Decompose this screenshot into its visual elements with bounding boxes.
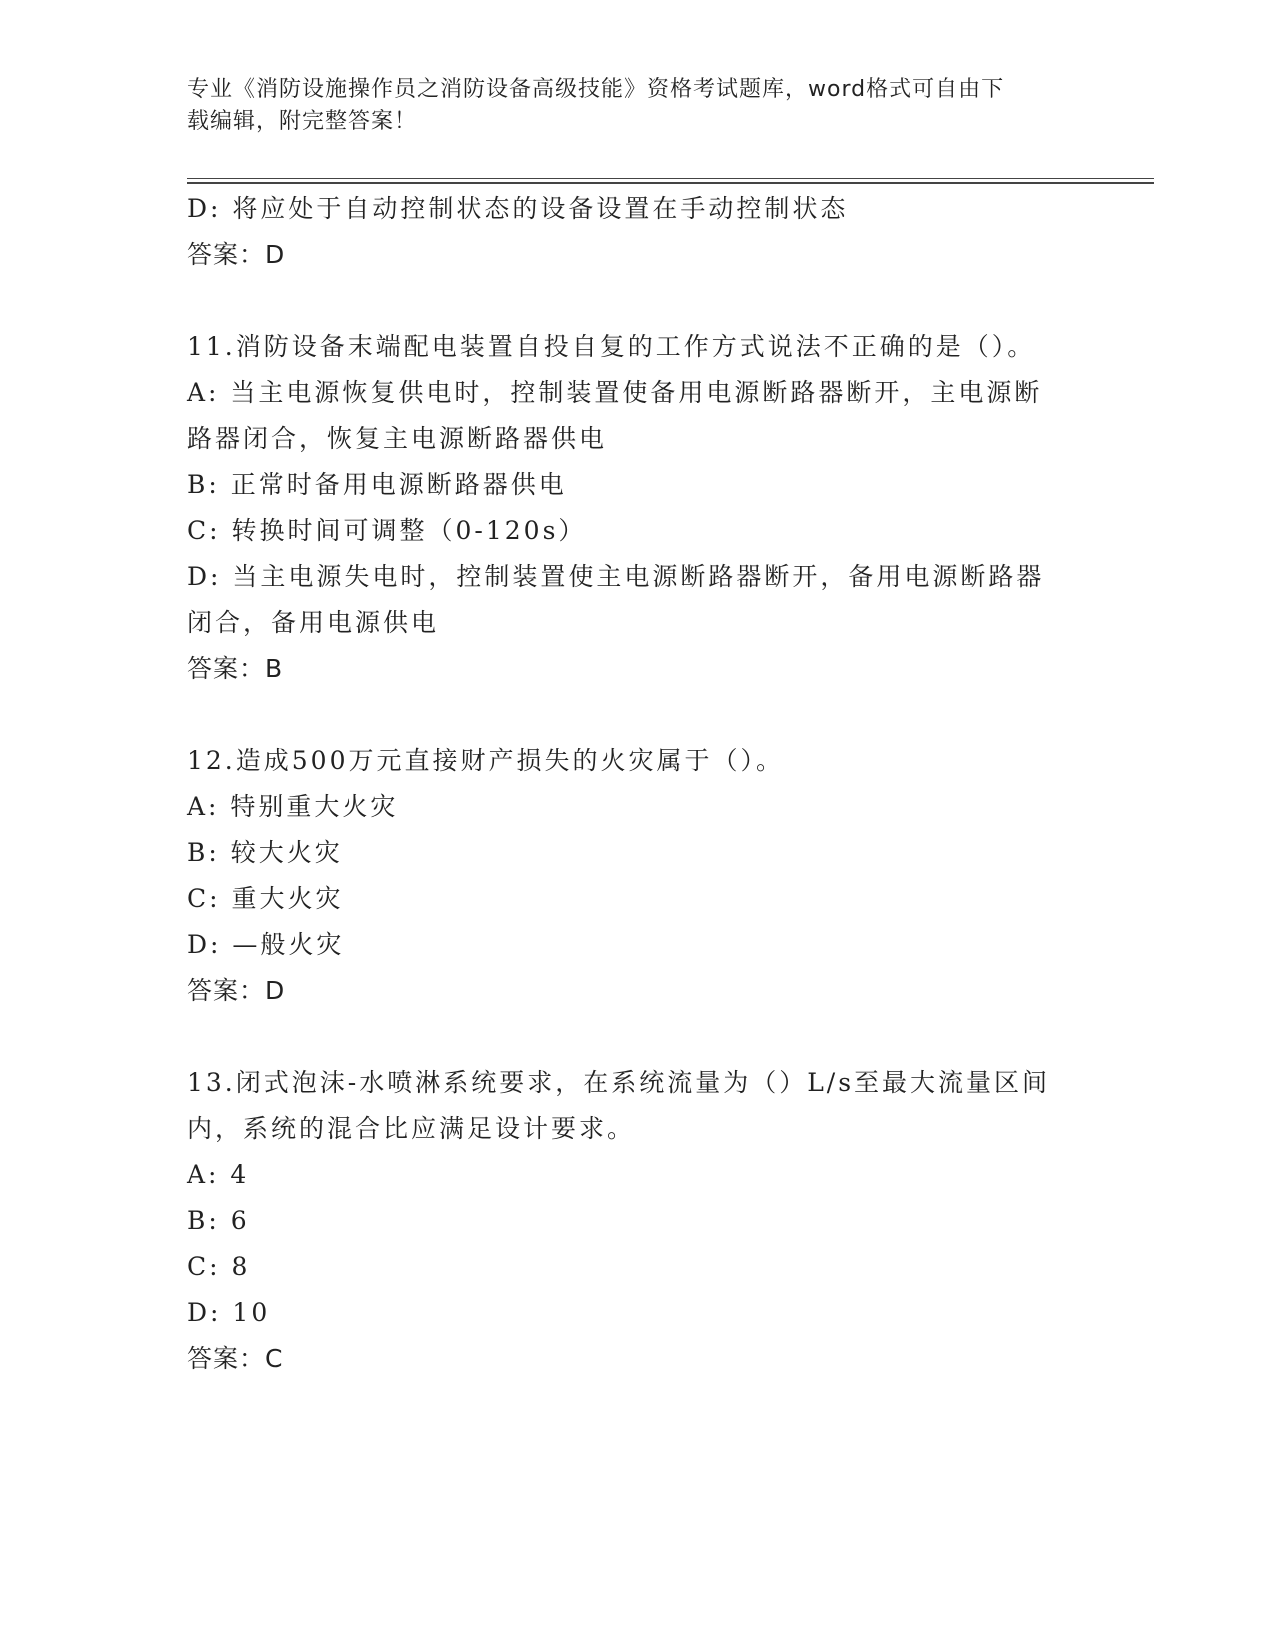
question-stem: 13.闭式泡沫-水喷淋系统要求，在系统流量为（）L/s至最大流量区间 [187, 1068, 1051, 1097]
question-stem-cont: 内，系统的混合比应满足设计要求。 [187, 1114, 636, 1143]
question-stem: 12.造成500万元直接财产损失的火灾属于（）。 [187, 746, 784, 775]
answer: 答案：C [187, 1344, 284, 1373]
option-b: B: 6 [187, 1206, 250, 1235]
prev-answer: 答案：D [187, 240, 286, 269]
prev-option-d: D: 将应处于自动控制状态的设备设置在手动控制状态 [187, 194, 849, 223]
option-c: C: 转换时间可调整（0-120s） [187, 516, 587, 545]
option-d: D: 当主电源失电时，控制装置使主电源断路器断开，备用电源断路器 [187, 562, 1045, 591]
question-12 [187, 738, 1087, 1014]
option-a: A: 当主电源恢复供电时，控制装置使备用电源断路器断开，主电源断 [187, 378, 1043, 407]
option-a-cont: 路器闭合，恢复主电源断路器供电 [187, 424, 608, 453]
spacer [187, 1014, 1087, 1060]
answer: 答案：B [187, 654, 284, 683]
question-11 [187, 324, 1087, 692]
question-13 [187, 1060, 1087, 1382]
option-a: A: 特别重大火灾 [187, 792, 399, 821]
header-line-2: 载编辑，附完整答案！ [187, 109, 418, 134]
header-divider-thin [187, 178, 1154, 179]
header-divider-thick [187, 182, 1154, 184]
option-c: C: 8 [187, 1252, 251, 1281]
option-d: D: —般火灾 [187, 930, 345, 959]
option-b: B: 正常时备用电源断路器供电 [187, 470, 567, 499]
answer: 答案：D [187, 976, 286, 1005]
option-b: B: 较大火灾 [187, 838, 343, 867]
spacer [187, 692, 1087, 738]
spacer [187, 278, 1087, 324]
question-stem: 11.消防设备末端配电装置自投自复的工作方式说法不正确的是（）。 [187, 332, 1036, 361]
document-header [187, 74, 1067, 138]
question-content [187, 186, 1087, 1382]
header-line-1: 专业《消防设施操作员之消防设备高级技能》资格考试题库，word格式可自由下 [187, 77, 1005, 102]
option-d: D: 10 [187, 1298, 271, 1327]
option-d-cont: 闭合，备用电源供电 [187, 608, 440, 637]
option-a: A: 4 [187, 1160, 250, 1189]
option-c: C: 重大火灾 [187, 884, 344, 913]
